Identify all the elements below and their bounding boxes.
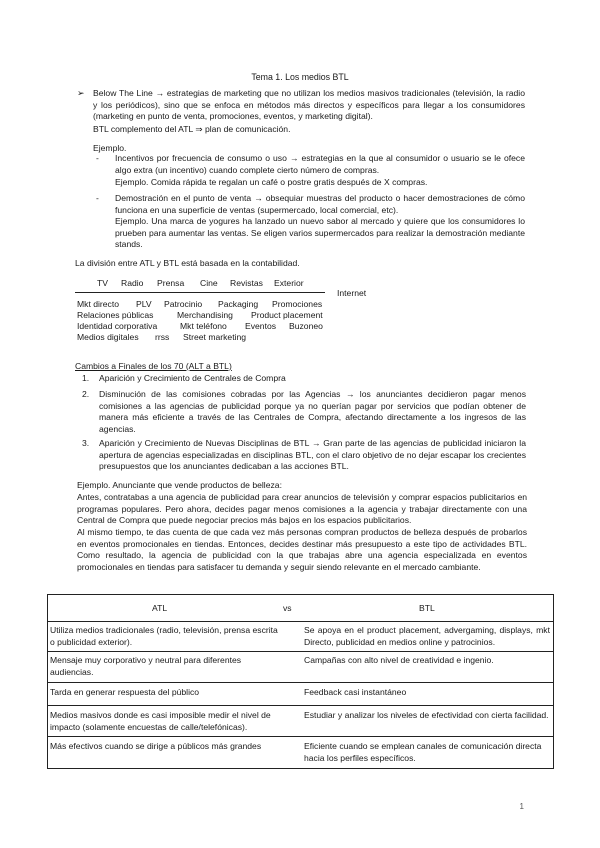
table-cell-atl: Medios masivos donde es casi imposible medir el nivel de impacto (solamente encuestas de calle/telefónicas). [50, 710, 271, 732]
changes-item-num: 3. [82, 438, 90, 448]
table-header-vs: vs [283, 603, 292, 613]
table-row [48, 705, 553, 732]
table-cell-btl: Estudiar y analizar los niveles de efectividad con cierta facilidad. [304, 710, 549, 720]
table-row [48, 736, 553, 763]
example-2-text: Demostración en el punto de venta → obsequiar muestras del producto o hacer demostraciones de cómo funciona en una superficie de ventas (supermercado, local comercial, etc). [115, 193, 525, 215]
atl-media-revistas: Revistas [230, 278, 263, 288]
btl-item: Packaging [218, 299, 259, 309]
atl-media-cine: Cine [200, 278, 218, 288]
changes-item-num: 2. [82, 389, 90, 399]
btl-item: PLV [136, 299, 152, 309]
comparison-table [47, 594, 554, 769]
example-1-example: Ejemplo. Comida rápida te regalan un café o postre gratis después de X compras. [115, 177, 428, 187]
table-row [48, 682, 553, 697]
example-heading: Ejemplo. [93, 143, 127, 153]
btl-item: Medios digitales [77, 332, 139, 342]
changes-example-heading: Ejemplo. Anunciante que vende productos de belleza: [77, 480, 282, 490]
atl-media-radio: Radio [121, 278, 144, 288]
btl-item: Eventos [245, 321, 277, 331]
example-2-example: Ejemplo. Una marca de yogures ha lanzado un nuevo sabor al mercado y quiere que los consumidores lo prueben para aumentar las ventas. Se eligen varios supermercados para realizar la demostración mediante stands. [115, 216, 525, 250]
changes-item-3: Aparición y Crecimiento de Nuevas Disciplinas de BTL → Gran parte de las agencias de publicidad iniciaron la apertura de agencias especializadas en disciplinas BTL, con el claro objetivo de no dejar escapar los crecientes presupuestos que los anunciantes dedicaban a las acciones BTL. [99, 438, 526, 472]
page-number: 1 [519, 802, 524, 811]
table-cell-atl: Mensaje muy corporativo y neutral para diferentes audiencias. [50, 655, 242, 677]
atl-media-prensa: Prensa [157, 278, 185, 288]
table-cell-btl: Feedback casi instantáneo [304, 687, 407, 697]
atl-btl-divider [75, 292, 325, 293]
btl-item: Mkt teléfono [180, 321, 227, 331]
table-cell-btl: Se apoya en el product placement, advergaming, displays, mkt Directo, publicidad en medios online y patrocinios. [304, 625, 550, 647]
btl-item: Patrocinio [164, 299, 203, 309]
atl-media-tv: TV [97, 278, 108, 288]
btl-item: Buzoneo [289, 321, 323, 331]
btl-item: rrss [155, 332, 170, 342]
btl-item: Product placement [251, 310, 323, 320]
intro-paragraph: Below The Line → estrategias de marketing que no utilizan los medios masivos tradicionales (televisión, la radio y los periódicos), sino que se enfoca en métodos más directos y específicos para llegar a los consumidores (marketing en punto de venta, promociones, eventos, y marketing digital). [93, 88, 525, 122]
changes-item-num: 1. [82, 373, 90, 383]
changes-example-p1: Antes, contratabas a una agencia de publicidad para crear anuncios de televisión y comprar espacios publicitarios en programas populares. Pero ahora, decides pagar menos comisiones a la agencia y trabajar directamente con una Central de Compra que puede negociar precios más bajos en los espacios publicitarios. [77, 492, 527, 526]
table-row [48, 621, 553, 647]
table-cell-atl: Utiliza medios tradicionales (radio, televisión, prensa escrita o publicidad exterior). [50, 625, 278, 647]
btl-item: Identidad corporativa [77, 321, 158, 331]
division-text: La división entre ATL y BTL está basada en la contabilidad. [75, 258, 300, 268]
btl-item: Promociones [272, 299, 323, 309]
table-cell-btl: Eficiente cuando se emplean canales de comunicación directa hacia los perfiles específicos. [304, 741, 542, 763]
btl-item: Merchandising [177, 310, 233, 320]
table-cell-btl: Campañas con alto nivel de creatividad e ingenio. [304, 655, 494, 665]
changes-example-p2: Al mismo tiempo, te das cuenta de que cada vez más personas compran productos de belleza después de probarlos en eventos promocionales en tiendas. Entonces, decides destinar más presupuesto a este tipo de actividades BTL. Como resultado, la agencia de publicidad con la que trabajas abre una agencia especializada en eventos promocionales en tiendas para satisfacer tu demanda y seguir siendo relevante en el mercado cambiante. [77, 527, 527, 572]
changes-item-2: Disminución de las comisiones cobradas por las Agencias → los anunciantes decidieron pagar menos comisiones a las agencias de publicidad porque ya no querían pagar por servicios que podían obtener de manera más eficiente a través de las Centrales de Compra, afectando directamente a los ingresos de las agencias. [99, 389, 526, 434]
dash-bullet: - [96, 153, 99, 163]
btl-item: Relaciones públicas [77, 310, 154, 320]
atl-media-exterior: Exterior [274, 278, 304, 288]
example-1-text: Incentivos por frecuencia de consumo o uso → estrategias en la que al consumidor o usuario se le ofece algo extra (un incentivo) cuando complete cierto número de compras. [115, 153, 525, 175]
intro-complement: BTL complemento del ATL ⇒ plan de comunicación. [93, 124, 291, 134]
changes-heading: Cambios a Finales de los 70 (ALT a BTL) [75, 361, 232, 371]
page-title: Tema 1. Los medios BTL [251, 72, 349, 82]
changes-item-1: Aparición y Crecimiento de Centrales de Compra [99, 373, 286, 383]
btl-item: Mkt directo [77, 299, 120, 309]
table-cell-atl: Tarda en generar respuesta del público [50, 687, 200, 697]
table-header-btl: BTL [419, 603, 435, 613]
table-header-atl: ATL [152, 603, 168, 613]
table-cell-atl: Más efectivos cuando se dirige a públicos más grandes [50, 741, 262, 751]
arrow-bullet-icon: ➢ [77, 88, 85, 98]
table-row [48, 651, 553, 677]
internet-label: Internet [337, 288, 367, 298]
btl-item: Street marketing [183, 332, 247, 342]
dash-bullet: - [96, 193, 99, 203]
